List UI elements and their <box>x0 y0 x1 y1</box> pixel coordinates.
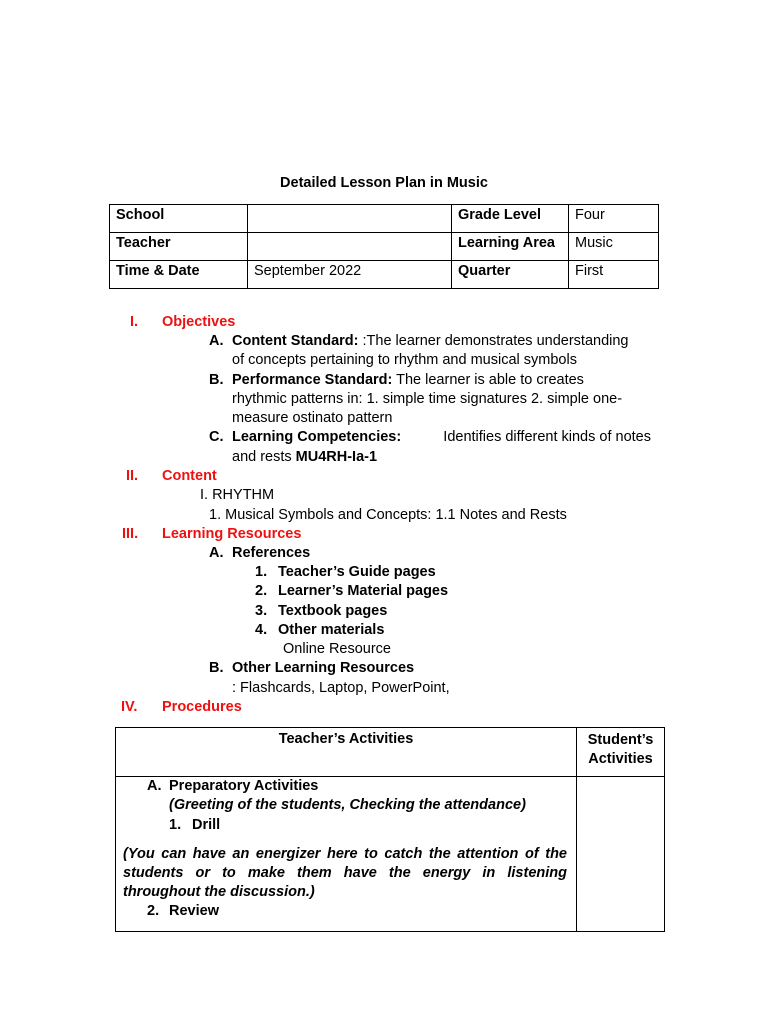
ref-other-materials: Other materials <box>278 622 385 638</box>
content-topic: 1. Musical Symbols and Concepts: 1.1 Notes and Rests <box>209 507 567 523</box>
review-label: Review <box>169 903 219 919</box>
ref-num: 2. <box>255 583 268 599</box>
preparatory-letter: A. <box>147 778 162 794</box>
procedure-table <box>115 727 665 932</box>
objective-c-letter: C. <box>209 429 224 445</box>
teacher-value <box>248 233 452 261</box>
learning-competencies-line-2 <box>232 448 377 467</box>
objectives-numeral: I. <box>130 314 139 330</box>
energizer-note-line-1: (You can have an energizer here to catch the attention of the <box>123 846 567 862</box>
info-table <box>109 204 659 289</box>
learning-competencies-label: Learning Competencies: <box>232 429 402 445</box>
ref-learners-material: Learner’s Material pages <box>278 583 449 599</box>
quarter-value: First <box>569 261 659 289</box>
learning-competencies-text: Identifies different kinds of notes <box>443 429 651 445</box>
references-label: References <box>232 545 311 561</box>
performance-standard-text: The learner is able to creates <box>392 372 584 388</box>
drill-label: Drill <box>192 817 221 833</box>
student-activities-cell <box>577 777 665 932</box>
ref-num: 4. <box>255 622 268 638</box>
performance-standard-text-2: rhythmic patterns in: 1. simple time signatures 2. simple one- <box>232 391 623 407</box>
references-letter: A. <box>209 545 224 561</box>
grade-level-label: Grade Level <box>452 205 569 233</box>
school-value <box>248 205 452 233</box>
time-date-label: Time & Date <box>110 261 248 289</box>
grade-level-value: Four <box>569 205 659 233</box>
competency-code: MU4RH-Ia-1 <box>295 449 378 465</box>
table-row <box>116 777 665 932</box>
other-resources-letter: B. <box>209 660 224 676</box>
content-standard-text-2: of concepts pertaining to rhythm and musical symbols <box>232 352 577 368</box>
performance-standard-label: Performance Standard: <box>232 372 393 388</box>
resources-heading: Learning Resources <box>162 526 302 542</box>
content-standard-label: Content Standard: <box>232 333 359 349</box>
content-numeral: II. <box>126 468 139 484</box>
objective-a-letter: A. <box>209 333 224 349</box>
learning-competencies <box>232 428 651 447</box>
table-row <box>116 728 665 777</box>
teacher-activities-header: Teacher’s Activities <box>116 728 577 777</box>
preparatory-note: (Greeting of the students, Checking the attendance) <box>169 797 526 813</box>
time-date-value: September 2022 <box>248 261 452 289</box>
student-activities-header-line-1: Student’s <box>587 732 654 748</box>
school-label: School <box>110 205 248 233</box>
objective-b-letter: B. <box>209 372 224 388</box>
content-standard <box>232 332 629 351</box>
teacher-label: Teacher <box>110 233 248 261</box>
student-activities-header-line-2: Activities <box>588 751 653 767</box>
ref-teachers-guide: Teacher’s Guide pages <box>278 564 436 580</box>
online-resource: Online Resource <box>283 641 391 657</box>
quarter-label: Quarter <box>452 261 569 289</box>
drill-num: 1. <box>169 817 182 833</box>
content-standard-text: :The learner demonstrates understanding <box>358 333 629 349</box>
ref-textbook: Textbook pages <box>278 603 388 619</box>
procedures-heading: Procedures <box>162 699 242 715</box>
energizer-note-line-3: throughout the discussion.) <box>123 884 315 900</box>
learning-competencies-text-2: and rests <box>232 449 296 465</box>
ref-num: 1. <box>255 564 268 580</box>
resources-numeral: III. <box>122 526 139 542</box>
table-row <box>110 261 659 289</box>
preparatory-label: Preparatory Activities <box>169 778 319 794</box>
student-activities-header <box>577 728 665 777</box>
content-rhythm: I. RHYTHM <box>200 487 275 503</box>
document-title: Detailed Lesson Plan in Music <box>280 175 488 191</box>
table-row <box>110 233 659 261</box>
table-row <box>110 205 659 233</box>
teacher-activities-cell <box>116 777 577 932</box>
learning-area-label: Learning Area <box>452 233 569 261</box>
review-num: 2. <box>147 903 160 919</box>
learning-area-value: Music <box>569 233 659 261</box>
performance-standard-text-3: measure ostinato pattern <box>232 410 393 426</box>
other-resources-list: : Flashcards, Laptop, PowerPoint, <box>232 680 450 696</box>
content-heading: Content <box>162 468 217 484</box>
ref-num: 3. <box>255 603 268 619</box>
other-resources-label: Other Learning Resources <box>232 660 415 676</box>
performance-standard <box>232 371 584 390</box>
energizer-note-line-2: students or to make them have the energy in listening <box>123 865 567 881</box>
objectives-heading: Objectives <box>162 314 236 330</box>
procedures-numeral: IV. <box>121 699 138 715</box>
